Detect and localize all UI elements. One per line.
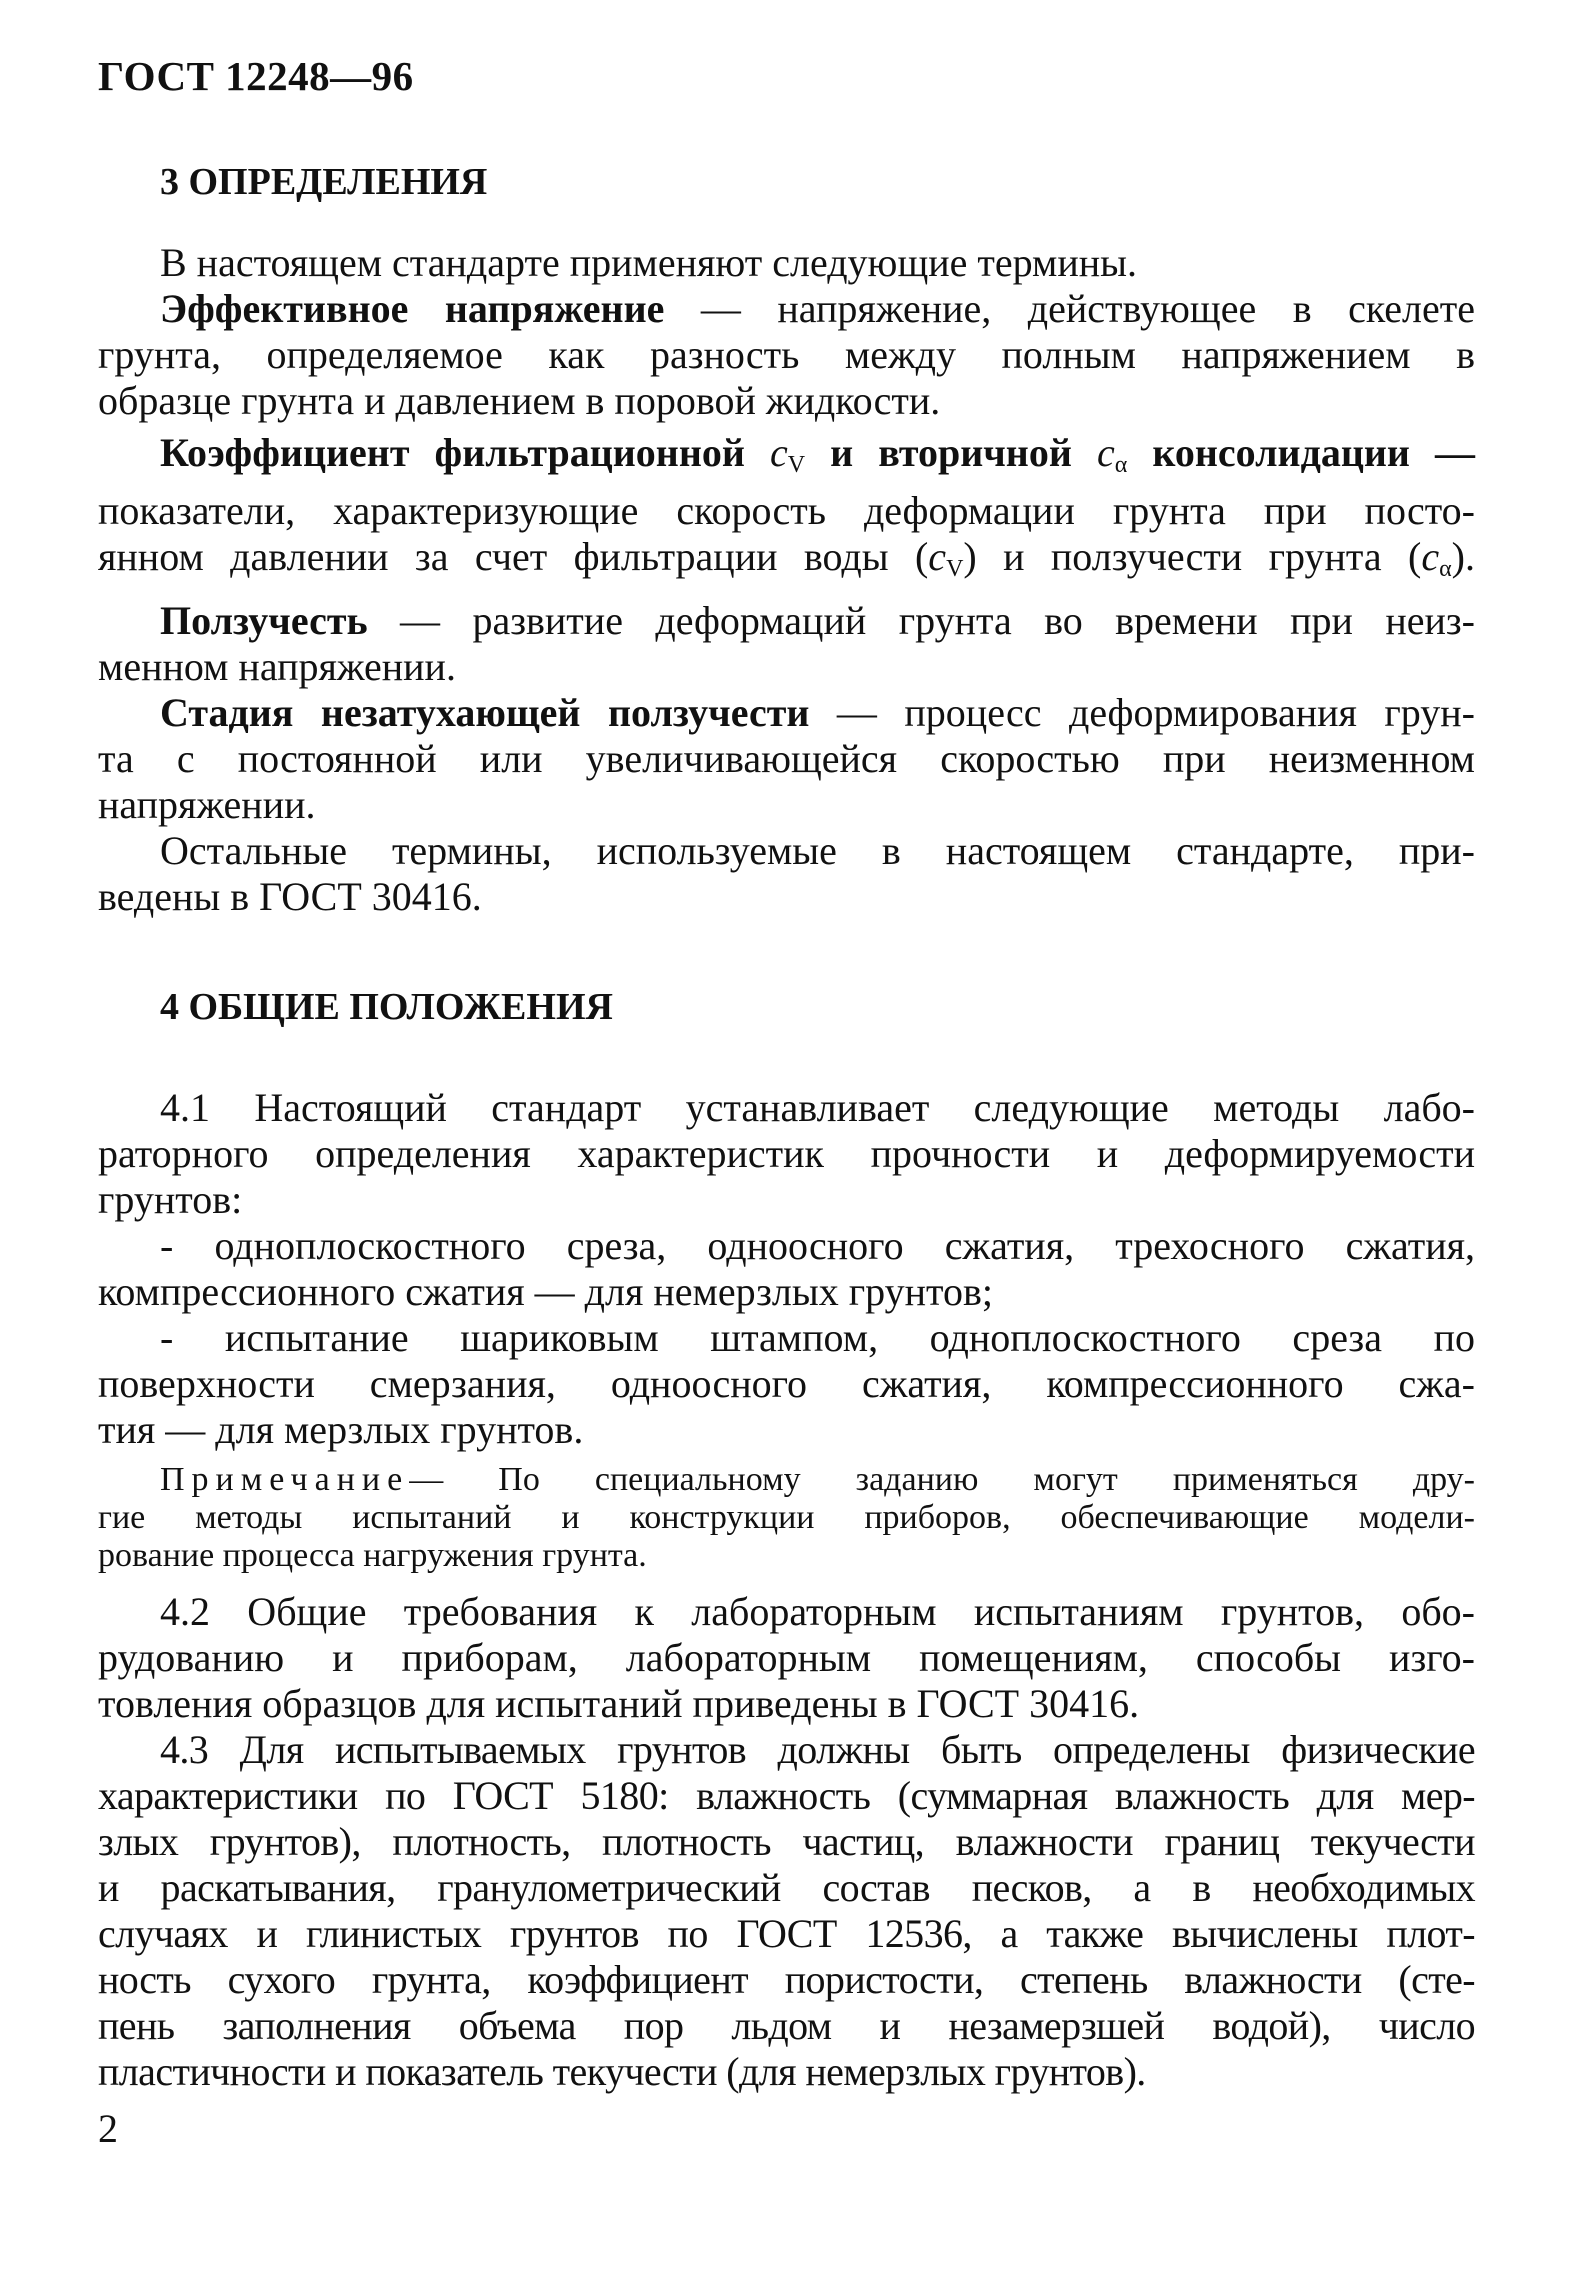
note: Примечание— По специальному заданию могут применяться дру- гие методы испытаний и конструкции приборов, обеспечивающие модели- рование процесса нагружения грунта. <box>98 1461 1475 1574</box>
section-3-title: 3 ОПРЕДЕЛЕНИЯ <box>160 161 488 203</box>
term-effective-stress: Эффективное напряжение — напряжение, действующее в скелете <box>160 286 1475 331</box>
term-label: Стадия незатухающей ползучести <box>160 690 810 735</box>
term-label: Эффективное напряжение <box>160 286 665 331</box>
term-consolidation-coefficients: Коэффициент фильтрационной $c_V$ и вторичной $c_\alpha$ консолидации — <box>160 430 1476 478</box>
note-label: Примечание <box>160 1461 410 1498</box>
section-3-body: В настоящем стандарте применяют следующие термины. Эффективное напряжение — напряжение, действующее в скелете грунта, определяемое как разность между полным напряжением в образце грунта и давлением в поровой жидкости. Коэффициент фильтрационной $c_V$ и вторичной $c_\alpha$ консолидации — показатели, характеризующие скорость деформации грунта при посто- янном давлении за счет фильтрации воды $(c_V)$ и ползучести грунта $(c_\alpha)$. Ползучесть — развитие деформаций грунта во времени при неиз- менном напряжении. Стадия незатухающей ползучести — процесс деформирования грун- та с постоянной или увеличивающейся скоростью при неизменном напряжении. Остальные термины, используемые в настоящем стандарте, при- ведены в ГОСТ 30416. <box>98 240 1476 919</box>
term-label: Коэффициент фильтрационной <box>160 430 770 475</box>
page-number: 2 <box>98 2106 118 2151</box>
term-creep: Ползучесть — развитие деформаций грунта во времени при неиз- <box>160 598 1475 643</box>
section-3-intro: В настоящем стандарте применяют следующие термины. <box>160 240 1138 285</box>
clause-4-2: 4.2 Общие требования к лабораторным испытаниям грунтов, обо- <box>160 1589 1475 1634</box>
clause-4-3: 4.3 Для испытываемых грунтов должны быть определены физические характеристики по ГОСТ 5180: влажность (суммарная влажность для мер- злых грунтов), плотность, плотность частиц, влажности границ текучести и раскатывания, гранулометрический состав песков, а в необходимых случаях и глинистых грунтов по ГОСТ 12536, а также вычислены плот- ность сухого грунта, коэффициент пористости, степень влажности (сте- пень заполнения объема пор льдом и незамерзшей водой), число пластичности и показатель текучести (для немерзлых грунтов). <box>98 1727 1475 2094</box>
section-4-body: 4.1 Настоящий стандарт устанавливает следующие методы лабо- раторного определения характеристик прочности и деформируемости грунтов: - одноплоскостного среза, одноосного сжатия, трехосного сжатия, компрессионного сжатия — для немерзлых грунтов; - испытание шариковым штампом, одноплоскостного среза по поверхности смерзания, одноосного сжатия, компрессионного сжа- тия — для мерзлых грунтов. Примечание— По специальному заданию могут применяться дру- гие методы испытаний и конструкции приборов, обеспечивающие модели- рование процесса нагружения грунта. 4.2 Общие требования к лабораторным испытаниям грунтов, обо- рудованию и приборам, лабораторным помещениям, способы изго- товления образцов для испытаний приведены в ГОСТ 30416. 4.3 Для испытываемых грунтов должны быть определены физические характеристики по ГОСТ 5180: влажность (суммарная влажность для мер- злых грунтов), плотность, плотность частиц, влажности границ текучести и раскатывания, гранулометрический состав песков, а в необходимых случаях и глинистых грунтов по ГОСТ 12536, а также вычислены плот- ность сухого грунта, коэффициент пористости, степень влажности (сте- пень заполнения объема пор льдом и незамерзшей водой), число пластичности и показатель текучести (для немерзлых грунтов). <box>98 1085 1475 2094</box>
list-item: - испытание шариковым штампом, одноплоскостного среза по <box>160 1315 1475 1360</box>
section-4-title: 4 ОБЩИЕ ПОЛОЖЕНИЯ <box>160 986 613 1028</box>
list-item: - одноплоскостного среза, одноосного сжатия, трехосного сжатия, <box>160 1223 1475 1268</box>
other-terms: Остальные термины, используемые в настоящем стандарте, при- <box>160 828 1475 873</box>
document-header: ГОСТ 12248—96 <box>98 53 414 99</box>
clause-4-1: 4.1 Настоящий стандарт устанавливает следующие методы лабо- <box>160 1085 1475 1130</box>
term-undamped-creep: Стадия незатухающей ползучести — процесс деформирования грун- <box>160 690 1476 735</box>
term-label: Ползучесть <box>160 598 368 643</box>
